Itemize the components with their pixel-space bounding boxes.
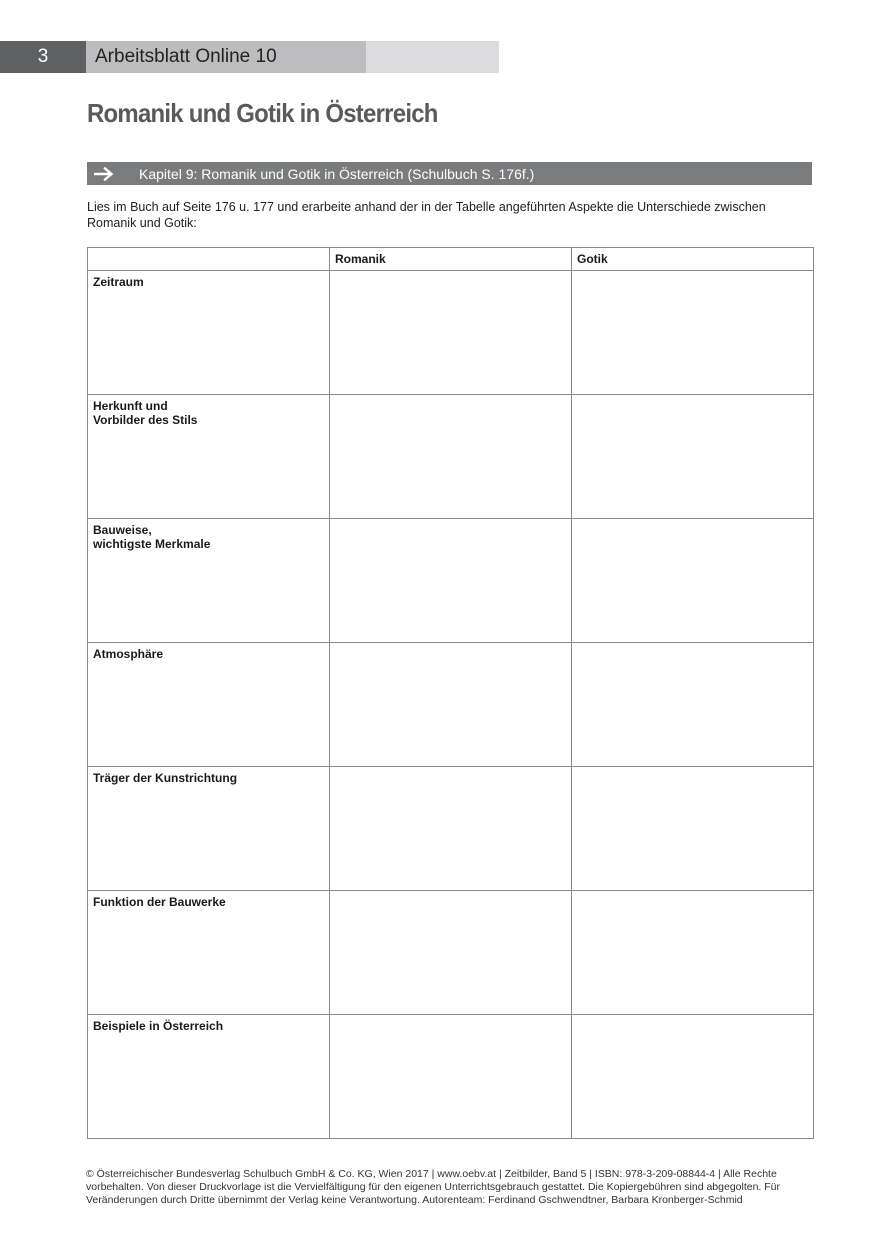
row-label: Funktion der Bauwerke: [88, 891, 330, 1015]
page-number: 3: [0, 41, 86, 73]
table-row: [88, 891, 814, 1015]
table-header-row: [88, 248, 814, 271]
chapter-label: Kapitel 9: Romanik und Gotik in Österreich (Schulbuch S. 176f.): [139, 165, 535, 182]
answer-cell-gotik[interactable]: [572, 643, 814, 767]
answer-cell-romanik[interactable]: [330, 395, 572, 519]
table-row: [88, 395, 814, 519]
answer-cell-romanik[interactable]: [330, 271, 572, 395]
row-label: Zeitraum: [88, 271, 330, 395]
header-fill: [366, 41, 499, 73]
comparison-table: [87, 247, 814, 1139]
answer-cell-romanik[interactable]: [330, 891, 572, 1015]
table-row: [88, 643, 814, 767]
arrow-right-icon: [87, 167, 121, 181]
page-title: Romanik und Gotik in Österreich: [87, 98, 438, 128]
header-cell-gotik: Gotik: [572, 248, 814, 271]
header-cell-romanik: Romanik: [330, 248, 572, 271]
row-label: Träger der Kunstrichtung: [88, 767, 330, 891]
row-label: Beispiele in Österreich: [88, 1015, 330, 1139]
row-label: Atmosphäre: [88, 643, 330, 767]
header-bar: [0, 41, 499, 73]
answer-cell-romanik[interactable]: [330, 643, 572, 767]
answer-cell-gotik[interactable]: [572, 891, 814, 1015]
chapter-bar: [87, 162, 812, 185]
row-label: Bauweise, wichtigste Merkmale: [88, 519, 330, 643]
answer-cell-gotik[interactable]: [572, 271, 814, 395]
answer-cell-romanik[interactable]: [330, 519, 572, 643]
header-cell-aspect: [88, 248, 330, 271]
copyright-footer: © Österreichischer Bundesverlag Schulbuch GmbH & Co. KG, Wien 2017 | www.oebv.at | Zeitbilder, Band 5 | ISBN: 978-3-209-08844-4 | Alle Rechte vorbehalten. Von dieser Druckvorlage ist die Vervielfältigung für den eigenen Unterrichtsgebrauch gestattet. Die Kopiergebühren sind abgegolten. Für Veränderungen durch Dritte übernimmt der Verlag keine Verantwortung. Autorenteam: Ferdinand Gschwendtner, Barbara Kronberger-Schmid: [86, 1168, 781, 1206]
answer-cell-romanik[interactable]: [330, 1015, 572, 1139]
table-row: [88, 271, 814, 395]
answer-cell-gotik[interactable]: [572, 767, 814, 891]
answer-cell-gotik[interactable]: [572, 519, 814, 643]
answer-cell-romanik[interactable]: [330, 767, 572, 891]
table-row: [88, 767, 814, 891]
row-label: Herkunft und Vorbilder des Stils: [88, 395, 330, 519]
table-row: [88, 1015, 814, 1139]
table-row: [88, 519, 814, 643]
sheet-title: Arbeitsblatt Online 10: [86, 41, 366, 73]
answer-cell-gotik[interactable]: [572, 1015, 814, 1139]
instructions-text: Lies im Buch auf Seite 176 u. 177 und erarbeite anhand der in der Tabelle angeführten Aspekte die Unterschiede zwischen Romanik und Gotik:: [87, 200, 766, 230]
answer-cell-gotik[interactable]: [572, 395, 814, 519]
